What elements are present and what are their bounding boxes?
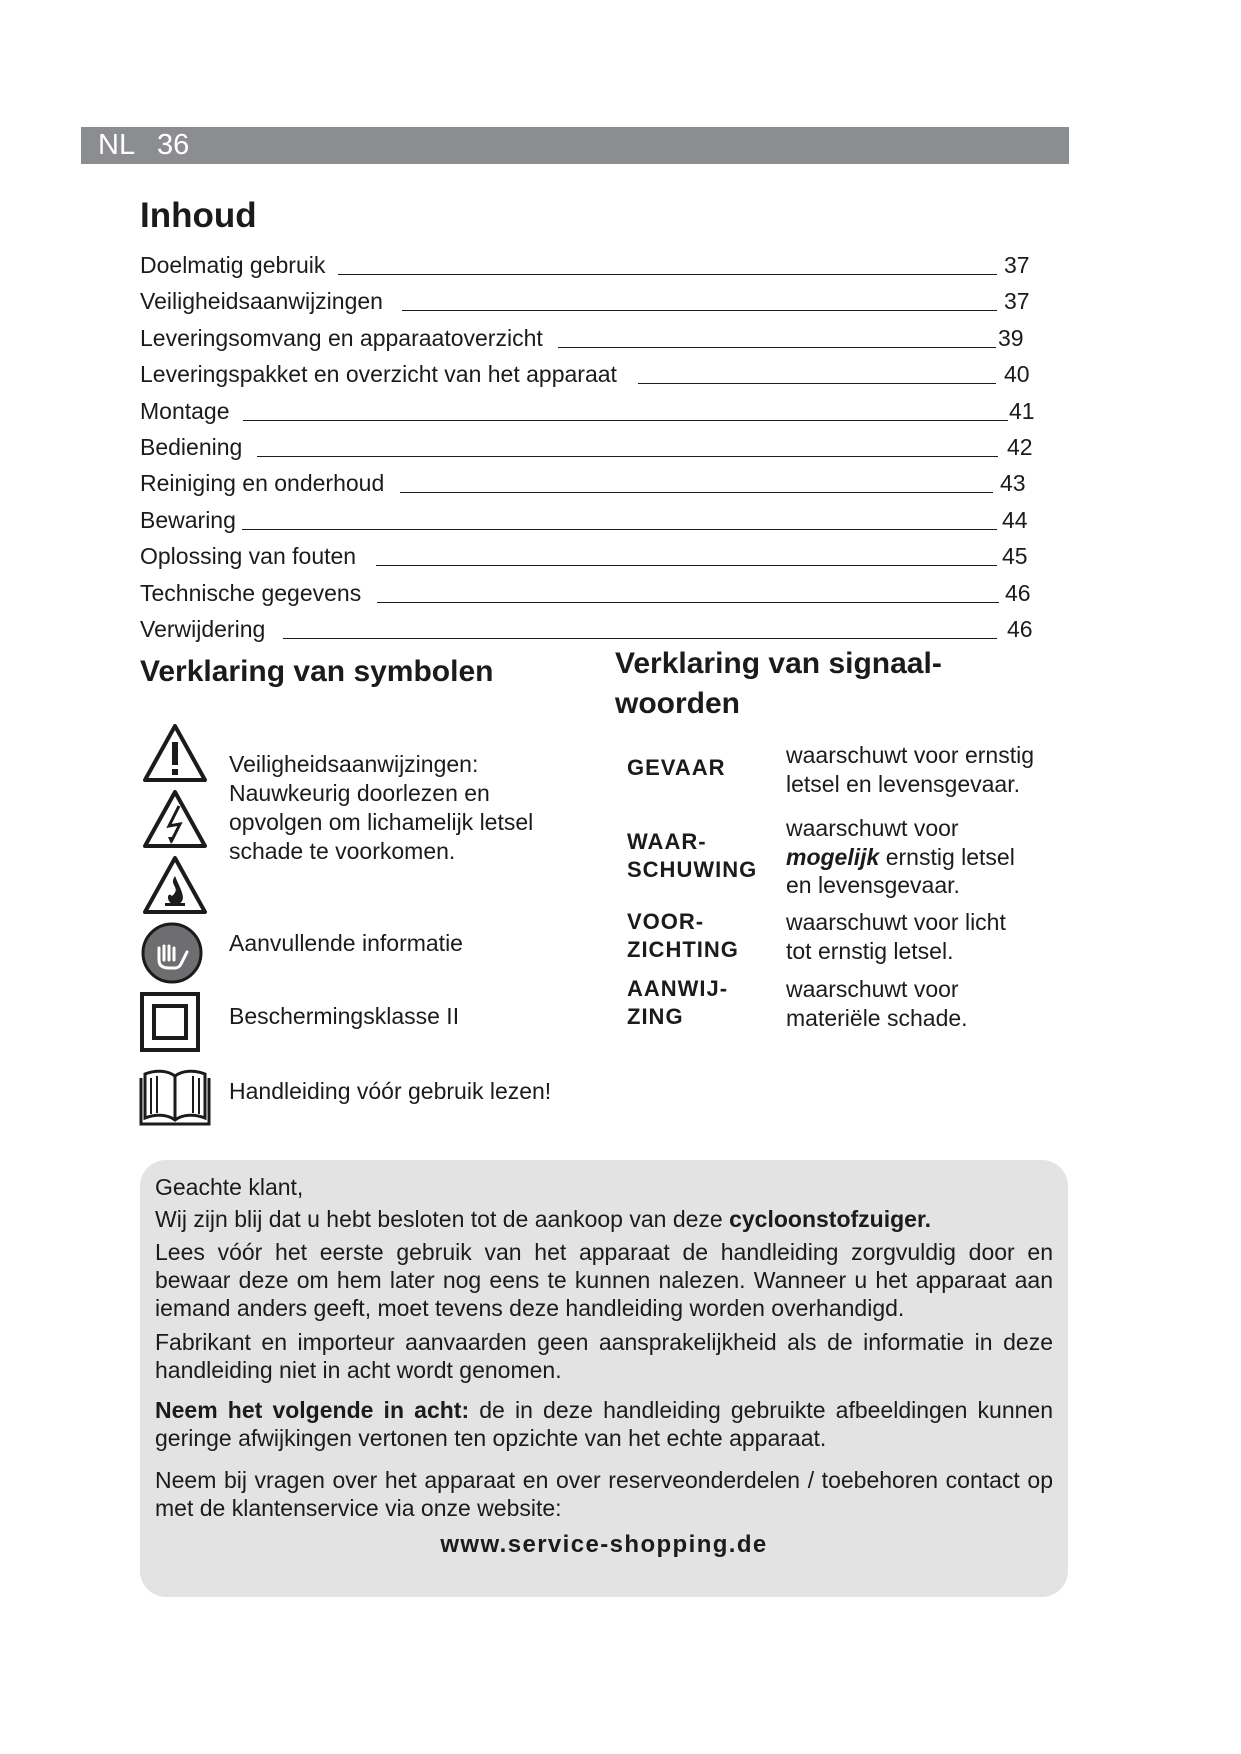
toc-entry[interactable] (140, 611, 1045, 647)
signal-desc-emphasis: mogelijk (786, 843, 880, 870)
signal-desc-voorzichting (786, 908, 1006, 965)
hand-info-icon (139, 922, 205, 984)
toc-entry-page: 43 (1000, 470, 1026, 497)
signal-word-line: AANWIJ- (627, 976, 729, 1001)
notice-read-manual: Lees vóór het eerste gebruik van het apparaat de handleiding zorgvuldig door en bewaar deze om hem later nog eens te kunnen nalezen. Wanneer u het apparaat aan iemand anders geeft, moet tevens deze handleiding worden overhandigd. (155, 1239, 1053, 1321)
safety-text-line: opvolgen om lichamelijk letsel (229, 809, 534, 835)
toc-entry[interactable] (140, 393, 1045, 429)
notice-liability: Fabrikant en importeur aanvaarden geen aansprakelijkheid als de informatie in deze handleiding niet in acht wordt genomen. (155, 1329, 1053, 1383)
toc-entry[interactable] (140, 429, 1045, 465)
warning-exclamation-icon (142, 722, 208, 784)
signal-word-voorzichting (627, 908, 739, 964)
toc-entry-label: Oplossing van fouten (140, 538, 356, 574)
toc-entry-label: Veiligheidsaanwijzingen (140, 283, 383, 319)
signal-desc-aanwijzing (786, 975, 968, 1032)
toc-entry-label: Bewaring (140, 502, 236, 538)
toc-entry-page: 46 (1007, 615, 1033, 642)
toc-entry[interactable] (140, 320, 1045, 356)
signal-desc-line: en levensgevaar. (786, 872, 960, 898)
notice-note (155, 1396, 1053, 1452)
notice-contact: Neem bij vragen over het apparaat en over reserveonderdelen / toebehoren contact op met de klantenservice via onze website: (155, 1467, 1053, 1521)
page-number: 36 (157, 129, 190, 161)
toc-entry-label: Verwijdering (140, 611, 265, 647)
notice-note-text: de in deze handleiding gebruikte afbeeldingen kunnen geringe afwijkingen vertonen ten opzichte van het echte apparaat. (155, 1397, 1053, 1451)
signal-desc-gevaar (786, 741, 1034, 798)
signal-desc-line: tot ernstig letsel. (786, 937, 954, 964)
table-of-contents (140, 247, 1045, 647)
toc-entry-page: 40 (1004, 361, 1030, 388)
toc-leader-line (377, 602, 999, 603)
toc-entry-label: Reiniging en onderhoud (140, 465, 384, 501)
toc-entry-page: 46 (1005, 579, 1031, 606)
signal-words-section-title (615, 644, 942, 724)
page-header-bar (81, 127, 1069, 164)
signal-desc-line: waarschuwt voor (786, 976, 959, 1002)
toc-leader-line (402, 310, 997, 311)
service-website-link[interactable]: www.service-shopping.de (440, 1531, 768, 1558)
signal-words-title-line: woorden (615, 687, 740, 720)
toc-leader-line (257, 456, 998, 457)
notice-note-label: Neem het volgende in acht: (155, 1397, 470, 1423)
safety-text-line: Nauwkeurig doorlezen en (229, 780, 490, 806)
signal-desc-line: waarschuwt voor licht (786, 909, 1006, 935)
safety-text-line: Veiligheidsaanwijzingen: (229, 751, 479, 777)
toc-leader-line (638, 383, 996, 384)
toc-entry-page: 37 (1004, 288, 1030, 315)
signal-word-line: ZICHTING (627, 937, 739, 962)
toc-entry-page: 37 (1004, 252, 1030, 278)
toc-entry-page: 39 (998, 324, 1024, 351)
toc-entry-label: Leveringspakket en overzicht van het apparaat (140, 356, 617, 392)
notice-intro-text: Wij zijn blij dat u hebt besloten tot de aankoop van deze (155, 1206, 730, 1232)
toc-entry-label: Bediening (140, 429, 242, 465)
signal-desc-line (786, 843, 1015, 872)
open-book-icon (139, 1066, 211, 1128)
signal-desc-line: waarschuwt voor (786, 815, 959, 841)
signal-word-line: WAAR- (627, 829, 707, 854)
toc-entry[interactable] (140, 538, 1045, 574)
info-symbol-description: Aanvullende informatie (229, 930, 463, 956)
toc-title: Inhoud (140, 196, 257, 235)
language-code: NL (98, 129, 136, 161)
toc-entry-label: Doelmatig gebruik (140, 247, 325, 283)
toc-entry-label: Leveringsomvang en apparaatoverzicht (140, 320, 543, 356)
toc-entry-page: 44 (1002, 506, 1028, 533)
signal-word-waarschuwing (627, 828, 757, 884)
signal-desc-line: letsel en levensgevaar. (786, 770, 1020, 797)
toc-entry[interactable] (140, 575, 1045, 611)
toc-entry-page: 41 (1009, 397, 1035, 424)
toc-entry-label: Technische gegevens (140, 575, 361, 611)
toc-entry-label: Montage (140, 393, 230, 429)
toc-entry[interactable] (140, 502, 1045, 538)
signal-word-aanwijzing (627, 975, 728, 1031)
toc-entry[interactable] (140, 465, 1045, 501)
signal-desc-line: waarschuwt voor ernstig (786, 742, 1034, 768)
protection-class-description: Beschermingsklasse II (229, 1003, 460, 1029)
notice-greeting: Geachte klant, (155, 1174, 304, 1200)
signal-words-title-line: Verklaring van signaal- (615, 647, 942, 680)
toc-entry-page: 45 (1002, 543, 1028, 570)
notice-product-name: cycloonstofzuiger. (729, 1206, 932, 1232)
signal-word-line: SCHUWING (627, 857, 758, 882)
toc-leader-line (400, 492, 993, 493)
toc-leader-line (283, 638, 997, 639)
signal-word-gevaar (627, 754, 726, 782)
customer-notice-box (140, 1160, 1068, 1597)
signal-word-line: ZING (627, 1004, 684, 1029)
signal-desc-waarschuwing (786, 814, 1015, 900)
toc-entry[interactable] (140, 283, 1045, 319)
electric-hazard-icon (142, 788, 208, 850)
toc-leader-line (243, 420, 1008, 421)
toc-leader-line (242, 529, 997, 530)
protection-class-ii-icon (139, 991, 201, 1053)
signal-word-line: GEVAAR (627, 755, 726, 780)
safety-text-line: schade te voorkomen. (229, 838, 456, 864)
signal-desc-rest: ernstig letsel (879, 843, 1015, 870)
fire-hazard-icon (142, 854, 208, 916)
notice-intro (155, 1205, 1053, 1233)
signal-desc-line: materiële schade. (786, 1004, 968, 1031)
signal-word-line: VOOR- (627, 909, 705, 934)
toc-entry-page: 42 (1007, 433, 1033, 460)
safety-symbol-description (229, 750, 533, 866)
manual-symbol-description: Handleiding vóór gebruik lezen! (229, 1078, 552, 1104)
symbols-section-title: Verklaring van symbolen (140, 655, 494, 688)
toc-leader-line (558, 347, 996, 348)
toc-entry[interactable] (140, 356, 1045, 392)
toc-leader-line (338, 274, 997, 275)
toc-entry[interactable] (140, 247, 1045, 283)
toc-leader-line (376, 565, 997, 566)
